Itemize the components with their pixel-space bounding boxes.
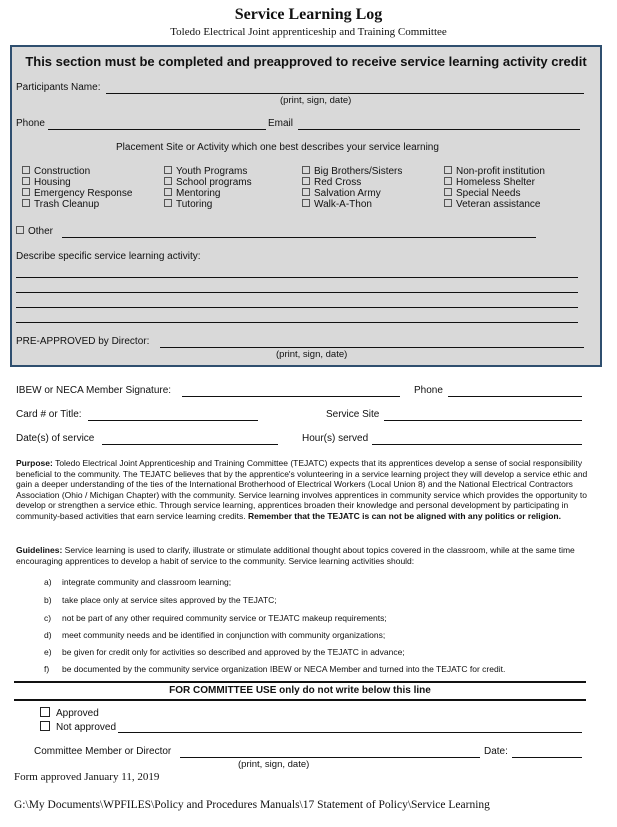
- phone-label: Phone: [16, 118, 45, 129]
- participants-label: Participants Name:: [16, 82, 101, 93]
- option-mentoring[interactable]: Mentoring: [164, 188, 252, 199]
- director-label: PRE-APPROVED by Director:: [16, 336, 150, 347]
- checkbox-icon[interactable]: [302, 199, 310, 207]
- purpose-paragraph: [16, 458, 590, 521]
- checkbox-icon[interactable]: [22, 177, 30, 185]
- guideline-letter: f): [44, 664, 50, 674]
- committee-date-field[interactable]: [512, 757, 582, 758]
- guideline-item: be documented by the community service organization IBEW or NECA Member and turned into the TEJATC for credit.: [62, 664, 506, 674]
- checkbox-icon[interactable]: [16, 226, 24, 234]
- guideline-letter: b): [44, 595, 52, 605]
- file-path: G:\My Documents\WPFILES\Policy and Procedures Manuals\17 Statement of Policy\Service Learning: [14, 799, 490, 811]
- options-col-1: [22, 166, 132, 210]
- checkbox-icon[interactable]: [164, 199, 172, 207]
- option-salvation-army[interactable]: Salvation Army: [302, 188, 402, 199]
- checkbox-icon[interactable]: [444, 188, 452, 196]
- checkbox-icon[interactable]: [302, 188, 310, 196]
- option-housing[interactable]: Housing: [22, 177, 132, 188]
- member-phone-field[interactable]: [448, 396, 582, 397]
- describe-line-2[interactable]: [16, 292, 578, 293]
- describe-label: Describe specific service learning activity:: [16, 251, 201, 262]
- checkbox-icon[interactable]: [164, 177, 172, 185]
- member-signature-field[interactable]: [182, 396, 400, 397]
- member-signature-label: IBEW or NECA Member Signature:: [16, 385, 172, 396]
- committee-top-rule: [14, 681, 586, 683]
- not-approved-option[interactable]: Not approved: [40, 721, 116, 733]
- option-other[interactable]: Other: [16, 226, 53, 237]
- option-construction[interactable]: Construction: [22, 166, 132, 177]
- checkbox-icon[interactable]: [22, 188, 30, 196]
- guideline-letter: c): [44, 613, 52, 623]
- checkbox-icon[interactable]: [444, 199, 452, 207]
- participants-hint: (print, sign, date): [280, 95, 352, 106]
- committee-member-field[interactable]: [180, 757, 480, 758]
- preapproval-heading: This section must be completed and preapproved to receive service learning activity credit: [25, 54, 587, 69]
- guidelines-text: Service learning is used to clarify, illustrate or stimulate additional thought about topics covered in the classroom, while at the same time encouraging apprentices to develop a habit of service to the community. Service learning activities should:: [16, 545, 575, 566]
- option-big-brothers-sisters[interactable]: Big Brothers/Sisters: [302, 166, 402, 177]
- checkbox-icon[interactable]: [302, 177, 310, 185]
- director-field[interactable]: [160, 347, 584, 348]
- hours-label: Hour(s) served: [302, 433, 369, 444]
- option-veteran-assistance[interactable]: Veteran assistance: [444, 199, 545, 210]
- option-trash-cleanup[interactable]: Trash Cleanup: [22, 199, 132, 210]
- guideline-item: be given for credit only for activities so described and approved by the TEJATC in advance;: [62, 647, 405, 657]
- checkbox-icon[interactable]: [302, 166, 310, 174]
- guideline-letter: d): [44, 630, 52, 640]
- guideline-item: not be part of any other required community service or TEJATC makeup requirements;: [62, 613, 387, 623]
- phone-field[interactable]: [48, 129, 266, 130]
- purpose-bold: Remember that the TEJATC is can not be aligned with any politics or religion.: [247, 510, 561, 521]
- guideline-item: take place only at service sites approved by the TEJATC;: [62, 595, 277, 605]
- purpose-lead: Purpose:: [16, 458, 53, 468]
- checkbox-icon[interactable]: [40, 721, 50, 731]
- form-approved-note: Form approved January 11, 2019: [14, 771, 160, 783]
- option-school-programs[interactable]: School programs: [164, 177, 252, 188]
- describe-line-3[interactable]: [16, 307, 578, 308]
- checkbox-icon[interactable]: [444, 177, 452, 185]
- options-col-3: [302, 166, 402, 210]
- purpose-text: Toledo Electrical Joint Apprenticeship and Training Committee (TEJATC) expects that its apprentices develop a sense of social responsibility beneficial to the community. The TEJATC believes that by the apprentice's volunteering in a service learning project they will develop a service ethic and gain a deeper understanding of the ties of the International Brotherhood of Electrical Workers (Local Union 8) and the National Electrical Contractors Association (Ohio / Michigan Chapter) with the community. Service learning involves apprentices in community service which provides the opportunity to develop or strengthen a service ethic. Through service learning, apprentices broaden their knowledge and personal development by participating in community-based activities that earn service learning credits.: [16, 458, 588, 521]
- guideline-item: meet community needs and be identified in conjunction with community organizations;: [62, 630, 386, 640]
- checkbox-icon[interactable]: [444, 166, 452, 174]
- form-title: Service Learning Log: [234, 6, 383, 23]
- committee-bottom-rule: [14, 699, 586, 701]
- option-emergency-response[interactable]: Emergency Response: [22, 188, 132, 199]
- option-red-cross[interactable]: Red Cross: [302, 177, 402, 188]
- site-label: Service Site: [326, 409, 380, 420]
- option-youth-programs[interactable]: Youth Programs: [164, 166, 252, 177]
- card-field[interactable]: [88, 420, 258, 421]
- hours-field[interactable]: [372, 444, 582, 445]
- option-tutoring[interactable]: Tutoring: [164, 199, 252, 210]
- email-label: Email: [268, 118, 294, 129]
- committee-member-label: Committee Member or Director: [34, 746, 172, 757]
- describe-line-4[interactable]: [16, 322, 578, 323]
- form-subtitle: Toledo Electrical Joint apprenticeship and Training Committee: [170, 26, 447, 38]
- checkbox-icon[interactable]: [164, 166, 172, 174]
- participants-field[interactable]: [106, 93, 584, 94]
- committee-date-label: Date:: [484, 746, 508, 757]
- member-phone-label: Phone: [414, 385, 443, 396]
- guidelines-paragraph: [16, 545, 590, 566]
- option-non-profit[interactable]: Non-profit institution: [444, 166, 545, 177]
- site-field[interactable]: [384, 420, 582, 421]
- checkbox-icon[interactable]: [40, 707, 50, 717]
- option-special-needs[interactable]: Special Needs: [444, 188, 545, 199]
- committee-heading: FOR COMMITTEE USE only do not write below this line: [169, 685, 431, 696]
- dates-field[interactable]: [102, 444, 278, 445]
- guideline-letter: e): [44, 647, 52, 657]
- committee-hint: (print, sign, date): [238, 759, 310, 770]
- email-field[interactable]: [298, 129, 580, 130]
- checkbox-icon[interactable]: [22, 199, 30, 207]
- not-approved-field[interactable]: [118, 732, 582, 733]
- checkbox-icon[interactable]: [164, 188, 172, 196]
- other-field[interactable]: [62, 237, 536, 238]
- approved-option[interactable]: Approved: [40, 707, 99, 719]
- options-col-2: [164, 166, 252, 210]
- card-label: Card # or Title:: [16, 409, 82, 420]
- checkbox-icon[interactable]: [22, 166, 30, 174]
- option-walk-a-thon[interactable]: Walk-A-Thon: [302, 199, 402, 210]
- guideline-letter: a): [44, 577, 52, 587]
- options-col-4: [444, 166, 545, 210]
- option-homeless-shelter[interactable]: Homeless Shelter: [444, 177, 545, 188]
- describe-line-1[interactable]: [16, 277, 578, 278]
- dates-label: Date(s) of service: [16, 433, 95, 444]
- guidelines-lead: Guidelines:: [16, 545, 63, 555]
- placement-prompt: Placement Site or Activity which one best describes your service learning: [116, 142, 439, 153]
- director-hint: (print, sign, date): [276, 349, 348, 360]
- guideline-item: integrate community and classroom learning;: [62, 577, 232, 587]
